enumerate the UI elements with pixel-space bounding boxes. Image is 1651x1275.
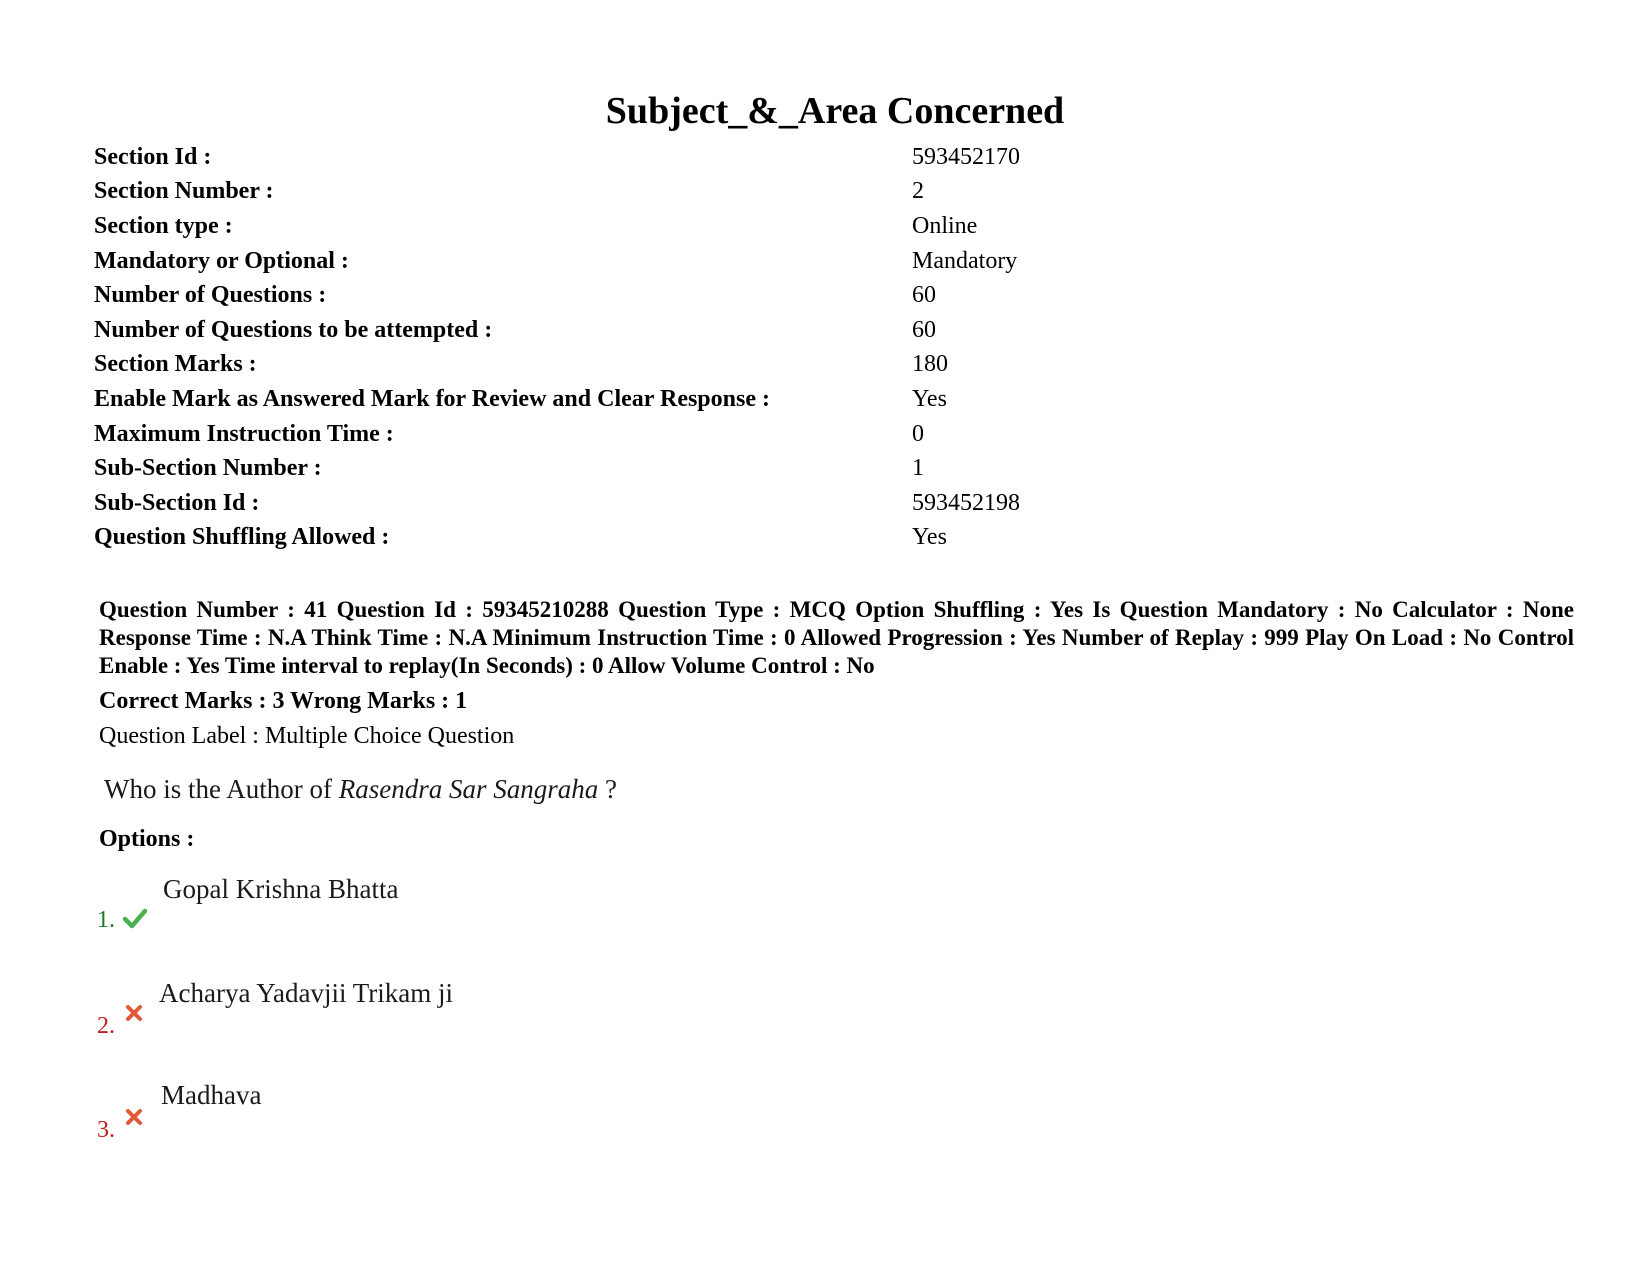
question-text-end: ?	[598, 774, 617, 804]
section-info-row	[94, 451, 1494, 486]
question-info: Question Number : 41 Question Id : 59345210288 Question Type : MCQ Option Shuffling : Yes Is Question Mandatory : No Calculator : None Response Time : N.A Think Time : N.A Minimum Instruction Time : 0 Allowed Progression : Yes Number of Replay : 999 Play On Load : No Control Enable : Yes Time interval to replay(In Seconds) : 0 Allow Volume Control : No	[99, 597, 1574, 678]
option-1	[97, 870, 797, 933]
section-info-label: Section Id :	[94, 143, 212, 170]
cross-icon	[125, 1108, 143, 1126]
section-info-row	[94, 209, 1494, 244]
section-info-label: Maximum Instruction Time :	[94, 420, 394, 447]
section-info-label: Number of Questions to be attempted :	[94, 316, 493, 343]
option-number: 3.	[97, 1117, 115, 1143]
section-info-row	[94, 417, 1494, 452]
question-text-start: Who is the Author of	[104, 774, 339, 804]
section-info-label: Section Number :	[94, 178, 274, 205]
section-info-value: Online	[912, 212, 978, 239]
section-info-label: Number of Questions :	[94, 282, 327, 309]
option-2	[97, 974, 797, 1039]
page-title: Subject_&_Area Concerned	[605, 90, 1065, 132]
section-info-label: Question Shuffling Allowed :	[94, 524, 390, 551]
section-info-label: Sub-Section Number :	[94, 455, 322, 482]
section-info-value: 60	[912, 282, 936, 309]
section-info-row	[94, 348, 1494, 383]
section-info-row	[94, 175, 1494, 210]
option-3	[97, 1076, 797, 1143]
section-info-label: Sub-Section Id :	[94, 489, 260, 516]
section-info-table	[94, 140, 1494, 555]
option-text: Acharya Yadavjii Trikam ji	[159, 978, 453, 1008]
section-info-row	[94, 313, 1494, 348]
section-info-value: 180	[912, 351, 948, 378]
section-info-row	[94, 278, 1494, 313]
check-icon	[123, 906, 147, 930]
option-number: 2.	[97, 1013, 115, 1039]
section-info-row	[94, 140, 1494, 175]
section-info-label: Mandatory or Optional :	[94, 247, 349, 274]
section-info-value: Yes	[912, 524, 947, 551]
section-info-value: Yes	[912, 385, 947, 412]
section-info-value: 593452170	[912, 143, 1020, 170]
question-label: Question Label : Multiple Choice Question	[99, 723, 515, 749]
question-text-title: Rasendra Sar Sangraha	[338, 774, 599, 804]
option-number: 1.	[97, 907, 115, 933]
section-info-row	[94, 382, 1494, 417]
option-text: Gopal Krishna Bhatta	[163, 874, 399, 904]
section-info-label: Section Marks :	[94, 351, 257, 378]
question-text	[104, 772, 617, 806]
section-info-value: Mandatory	[912, 247, 1018, 274]
cross-icon	[125, 1004, 143, 1022]
section-info-value: 0	[912, 420, 924, 447]
question-marks: Correct Marks : 3 Wrong Marks : 1	[99, 688, 468, 714]
option-text: Madhava	[161, 1080, 262, 1110]
section-info-row	[94, 521, 1494, 556]
section-info-value: 593452198	[912, 489, 1020, 516]
section-info-label: Enable Mark as Answered Mark for Review and Clear Response :	[94, 385, 770, 412]
section-info-row	[94, 244, 1494, 279]
options-heading: Options :	[99, 826, 195, 852]
section-info-value: 2	[912, 178, 924, 205]
section-info-row	[94, 486, 1494, 521]
section-info-value: 60	[912, 316, 936, 343]
section-info-value: 1	[912, 455, 924, 482]
section-info-label: Section type :	[94, 212, 233, 239]
